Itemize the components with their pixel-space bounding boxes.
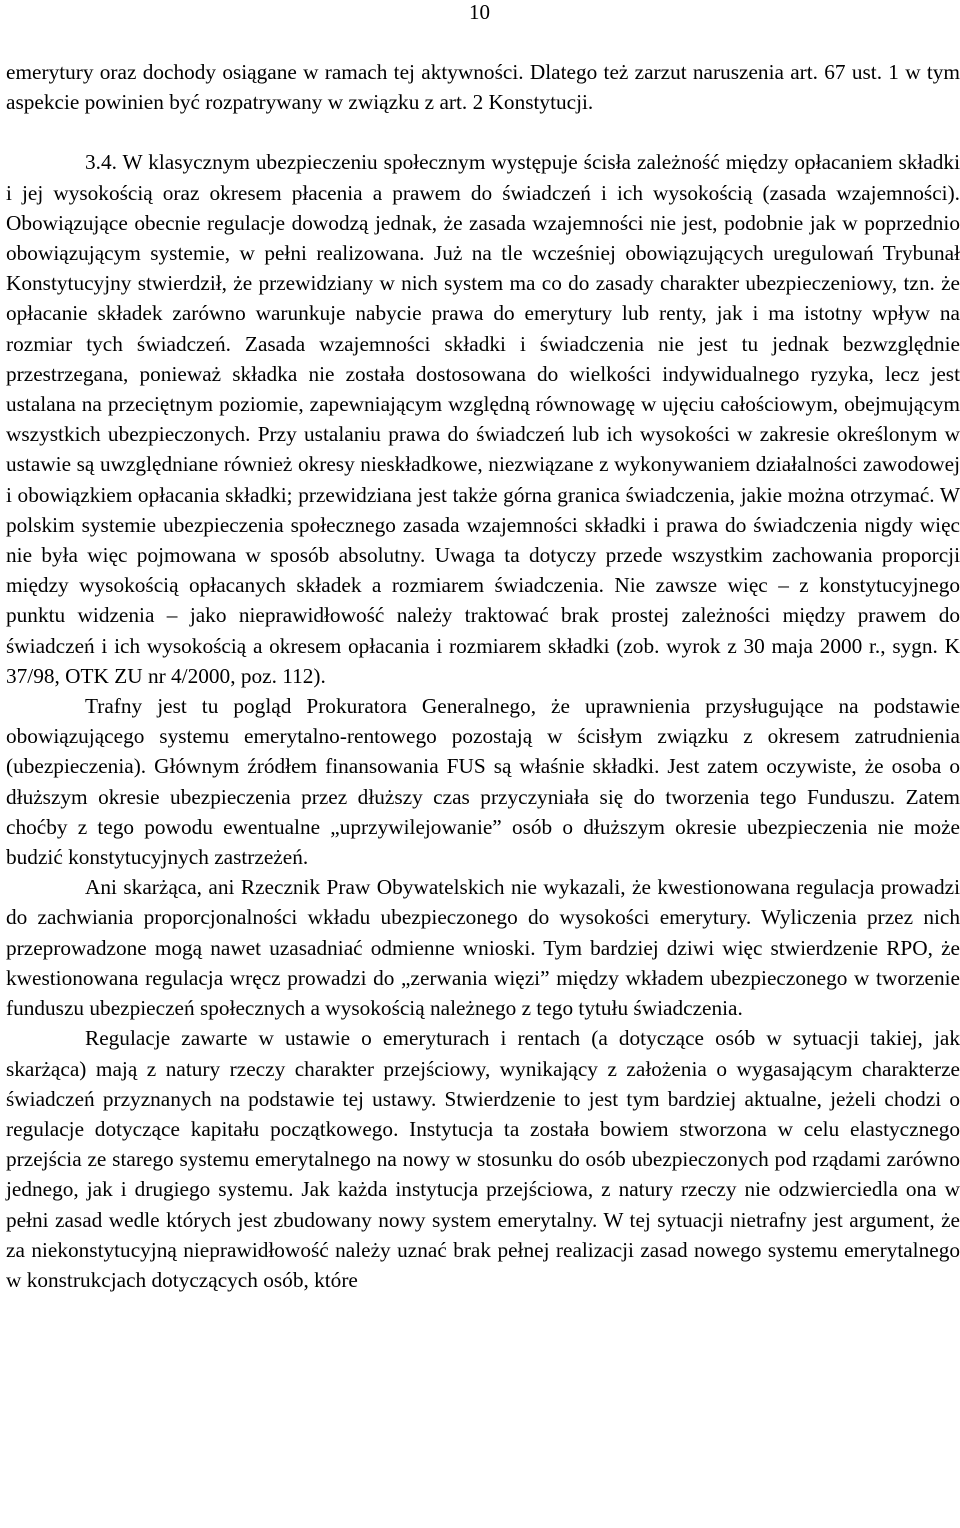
paragraph-complainant: Ani skarżąca, ani Rzecznik Praw Obywatelskich nie wykazali, że kwestionowana regulacja prowadzi do zachwiania proporcjonalności wkładu ubezpieczonego do wysokości emerytury. Wyliczenia przez nich przeprowadzone mogą nawet uzasadniać odmienne wnioski. Tym bardziej dziwi więc stwierdzenie RPO, że kwestionowana regulacja wręcz prowadzi do „zerwania więzi” między wkładem ubezpieczonego w tworzenie funduszu ubezpieczeń społecznych a wysokością należnego z tego tytułu świadczenia. — [6, 875, 960, 1021]
paragraph-continuation: emerytury oraz dochody osiągane w ramach tej aktywności. Dlatego też zarzut naruszenia art. 67 ust. 1 w tym aspekcie powinien być rozpatrywany w związku z art. 2 Konstytucji. — [6, 60, 960, 115]
paragraph-prosecutor-view: Trafny jest tu pogląd Prokuratora Generalnego, że uprawnienia przysługujące na podstawie obowiązującego systemu emerytalno-rentowego pozostają w ścisłym związku z okresem zatrudnienia (ubezpieczenia). Głównym źródłem finansowania FUS są właśnie składki. Jest zatem oczywiste, że osoba o dłuższym okresie ubezpieczenia przez dłuższy czas przyczyniała się do tworzenia tego Funduszu. Zatem choćby z tego powodu ewentualne „uprzywilejowanie” osób o dłuższym okresie ubezpieczenia nie może budzić konstytucyjnych zastrzeżeń. — [6, 694, 960, 870]
paragraph-transitional-regulations: Regulacje zawarte w ustawie o emeryturach i rentach (a dotyczące osób w sytuacji takiej, jak skarżąca) mają z natury rzeczy charakter przejściowy, wynikający z założenia o wygasającym charakterze świadczeń przyznanych na podstawie tej ustawy. Stwierdzenie to jest tym bardziej aktualne, jeżeli chodzi o regulacje dotyczące kapitału początkowego. Instytucja ta została bowiem stworzona w celu elastycznego przejścia ze starego systemu emerytalnego na nowy w stosunku do osób ubezpieczonych pod rządami zarówno jednego, jak i drugiego systemu. Jak każda instytucja przejściowa, z natury rzeczy nie odzwierciedla ona w pełni zasad wedle których jest zbudowany nowy system emerytalny. W tej sytuacji nietrafny jest argument, że za niekonstytucyjną nieprawidłowość należy uznać brak pełnej realizacji zasad nowego systemu emerytalnego w konstrukcjach dotyczących osób, które — [6, 1026, 960, 1292]
document-body — [6, 57, 960, 1295]
page-number-text: 10 — [469, 0, 490, 24]
paragraph-section-3-4: 3.4. W klasycznym ubezpieczeniu społecznym występuje ścisła zależność między opłacaniem składki i jej wysokością oraz okresem płacenia a prawem do świadczeń i ich wysokością (zasada wzajemności). Obowiązujące obecnie regulacje dowodzą jednak, że zasada wzajemności nie jest, podobnie jak w poprzednio obowiązującym systemie, w pełni realizowana. Już na tle wcześniej obowiązujących uregulowań Trybunał Konstytucyjny stwierdził, że przewidziany w nich system ma co do zasady charakter ubezpieczeniowy, tzn. że opłacanie składek zarówno warunkuje nabycie prawa do emerytury lub renty, jak i ma istotny wpływ na rozmiar tych świadczeń. Zasada wzajemności składki i świadczenia nie jest tu jednak bezwzględnie przestrzegana, ponieważ składka nie została dostosowana do wielkości indywidualnego ryzyka, lecz jest ustalana na przeciętnym poziomie, zapewniającym względną równowagę w ujęciu całościowym, obejmującym wszystkich ubezpieczonych. Przy ustalaniu prawa do świadczeń lub ich wysokości w zakresie określonym w ustawie są uwzględniane również okresy nieskładkowe, niezwiązane z wykonywaniem działalności zawodowej i obowiązkiem opłacania składki; przewidziana jest także górna granica świadczenia, jakie można otrzymać. W polskim systemie ubezpieczenia społecznego zasada wzajemności składki i prawa do świadczenia nigdy więc nie była więc pojmowana w sposób absolutny. Uwaga ta dotyczy przede wszystkim zachowania proporcji między wysokością opłacanych składek a rozmiarem świadczenia. Nie zawsze więc – z konstytucyjnego punktu widzenia – jako nieprawidłowość należy traktować brak prostej zależności między prawem do świadczeń i ich wysokością a okresem opłacania i rozmiarem składki (zob. wyrok z 30 maja 2000 r., sygn. K 37/98, OTK ZU nr 4/2000, poz. 112). — [6, 150, 960, 688]
page-number — [0, 0, 960, 24]
